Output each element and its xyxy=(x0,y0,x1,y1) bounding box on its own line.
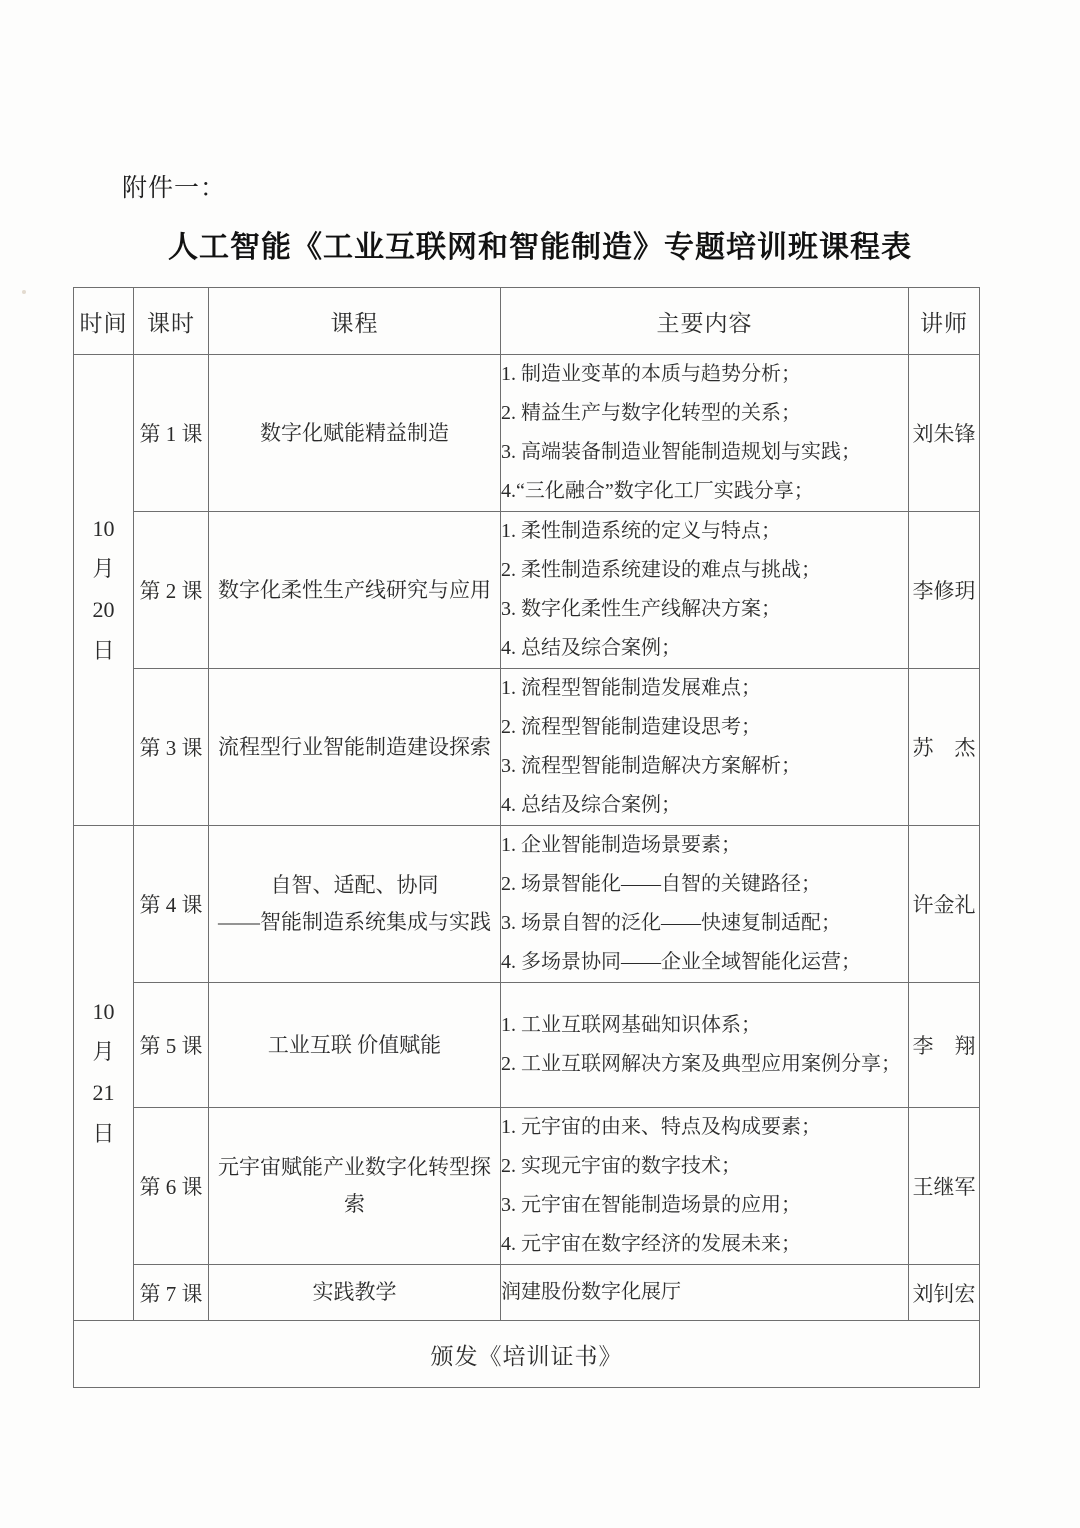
content-cell xyxy=(501,983,909,1108)
date-month-char: 月 xyxy=(92,1039,115,1065)
content-cell xyxy=(501,512,909,669)
content-item: 润建股份数字化展厅 xyxy=(501,1281,681,1303)
teacher-cell: 刘朱锋 xyxy=(909,355,980,512)
course-title-line: 流程型行业智能制造建设探索 xyxy=(218,734,491,759)
content-cell xyxy=(501,1265,909,1321)
content-item: 1. 柔性制造系统的定义与特点； xyxy=(501,520,781,542)
content-item: 4. 元宇宙在数字经济的发展未来； xyxy=(501,1233,801,1255)
date-day-char: 日 xyxy=(92,1120,115,1146)
content-item: 1. 流程型智能制造发展难点； xyxy=(501,677,761,699)
content-cell xyxy=(501,1108,909,1265)
teacher-cell: 刘钊宏 xyxy=(909,1265,980,1321)
teacher-cell: 苏 杰 xyxy=(909,669,980,826)
course-subtitle-line: ——智能制造系统集成与实践 xyxy=(218,910,491,934)
date-cell-day1 xyxy=(74,355,134,826)
content-item: 1. 企业智能制造场景要素； xyxy=(501,834,741,856)
content-item: 1. 元宇宙的由来、特点及构成要素； xyxy=(501,1116,821,1138)
course-title-line: 数字化赋能精益制造 xyxy=(260,420,449,445)
table-row xyxy=(74,512,980,669)
course-cell xyxy=(209,1265,501,1321)
teacher-cell: 李 翔 xyxy=(909,983,980,1108)
course-title-line: 数字化柔性生产线研究与应用 xyxy=(218,577,491,602)
column-header-time: 时间 xyxy=(74,288,134,355)
attachment-label: 附件一： xyxy=(122,175,227,202)
content-item: 2. 流程型智能制造建设思考； xyxy=(501,716,761,738)
date-day-num: 21 xyxy=(92,1080,115,1105)
column-header-period: 课时 xyxy=(134,288,209,355)
table-row xyxy=(74,355,980,512)
content-cell xyxy=(501,826,909,983)
column-header-course: 课程 xyxy=(209,288,501,355)
content-item: 4. 总结及综合案例； xyxy=(501,794,681,816)
content-item: 3. 场景自智的泛化——快速复制适配； xyxy=(501,912,841,934)
course-title-line: 元宇宙赋能产业数字化转型探索 xyxy=(218,1155,491,1216)
period-cell: 第 2 课 xyxy=(134,512,209,669)
table-row xyxy=(74,983,980,1108)
period-cell: 第 3 课 xyxy=(134,669,209,826)
content-item: 3. 高端装备制造业智能制造规划与实践； xyxy=(501,441,861,463)
content-item: 2. 实现元宇宙的数字技术； xyxy=(501,1155,741,1177)
date-month-char: 月 xyxy=(92,556,115,582)
course-cell xyxy=(209,669,501,826)
date-day-char: 日 xyxy=(92,637,115,663)
column-header-content: 主要内容 xyxy=(501,288,909,355)
course-schedule-table xyxy=(73,287,980,1388)
course-title-line: 实践教学 xyxy=(312,1280,397,1305)
column-header-teacher: 讲师 xyxy=(909,288,980,355)
course-cell xyxy=(209,1108,501,1265)
course-cell xyxy=(209,512,501,669)
content-item: 2. 柔性制造系统建设的难点与挑战； xyxy=(501,559,821,581)
content-item: 1. 制造业变革的本质与趋势分析； xyxy=(501,363,801,385)
content-item: 3. 元宇宙在智能制造场景的应用； xyxy=(501,1194,801,1216)
scan-speckle xyxy=(22,290,26,294)
content-cell xyxy=(501,355,909,512)
page-title: 人工智能《工业互联网和智能制造》专题培训班课程表 xyxy=(168,231,912,264)
date-month-num: 10 xyxy=(92,998,115,1024)
content-item: 3. 流程型智能制造解决方案解析； xyxy=(501,755,801,777)
table-row xyxy=(74,826,980,983)
content-cell xyxy=(501,669,909,826)
date-day-num: 20 xyxy=(92,597,115,622)
content-item: 2. 工业互联网解决方案及典型应用案例分享； xyxy=(501,1053,901,1075)
course-cell xyxy=(209,355,501,512)
period-cell: 第 4 课 xyxy=(134,826,209,983)
period-cell: 第 7 课 xyxy=(134,1265,209,1321)
content-item: 3. 数字化柔性生产线解决方案； xyxy=(501,598,781,620)
table-row xyxy=(74,1108,980,1265)
course-cell xyxy=(209,826,501,983)
content-item: 4. 总结及综合案例； xyxy=(501,637,681,659)
teacher-cell: 王继军 xyxy=(909,1108,980,1265)
teacher-cell: 许金礼 xyxy=(909,826,980,983)
period-cell: 第 6 课 xyxy=(134,1108,209,1265)
course-title-line: 工业互联 价值赋能 xyxy=(267,1032,442,1057)
content-item: 2. 精益生产与数字化转型的关系； xyxy=(501,402,801,424)
table-row xyxy=(74,1265,980,1321)
period-cell: 第 1 课 xyxy=(134,355,209,512)
content-item: 2. 场景智能化——自智的关键路径； xyxy=(501,873,821,895)
period-cell: 第 5 课 xyxy=(134,983,209,1108)
table-header-row xyxy=(74,288,980,355)
content-item: 1. 工业互联网基础知识体系； xyxy=(501,1014,761,1036)
teacher-cell: 李修玥 xyxy=(909,512,980,669)
course-title-line: 自智、适配、协同 xyxy=(270,873,439,898)
content-item: 4.“三化融合”数字化工厂实践分享； xyxy=(501,480,814,502)
table-footer-row xyxy=(74,1321,980,1388)
date-cell-day2 xyxy=(74,826,134,1321)
certificate-note: 颁发《培训证书》 xyxy=(74,1321,980,1388)
content-item: 4. 多场景协同——企业全域智能化运营； xyxy=(501,951,861,973)
date-month-num: 10 xyxy=(92,515,115,541)
course-cell xyxy=(209,983,501,1108)
table-row xyxy=(74,669,980,826)
